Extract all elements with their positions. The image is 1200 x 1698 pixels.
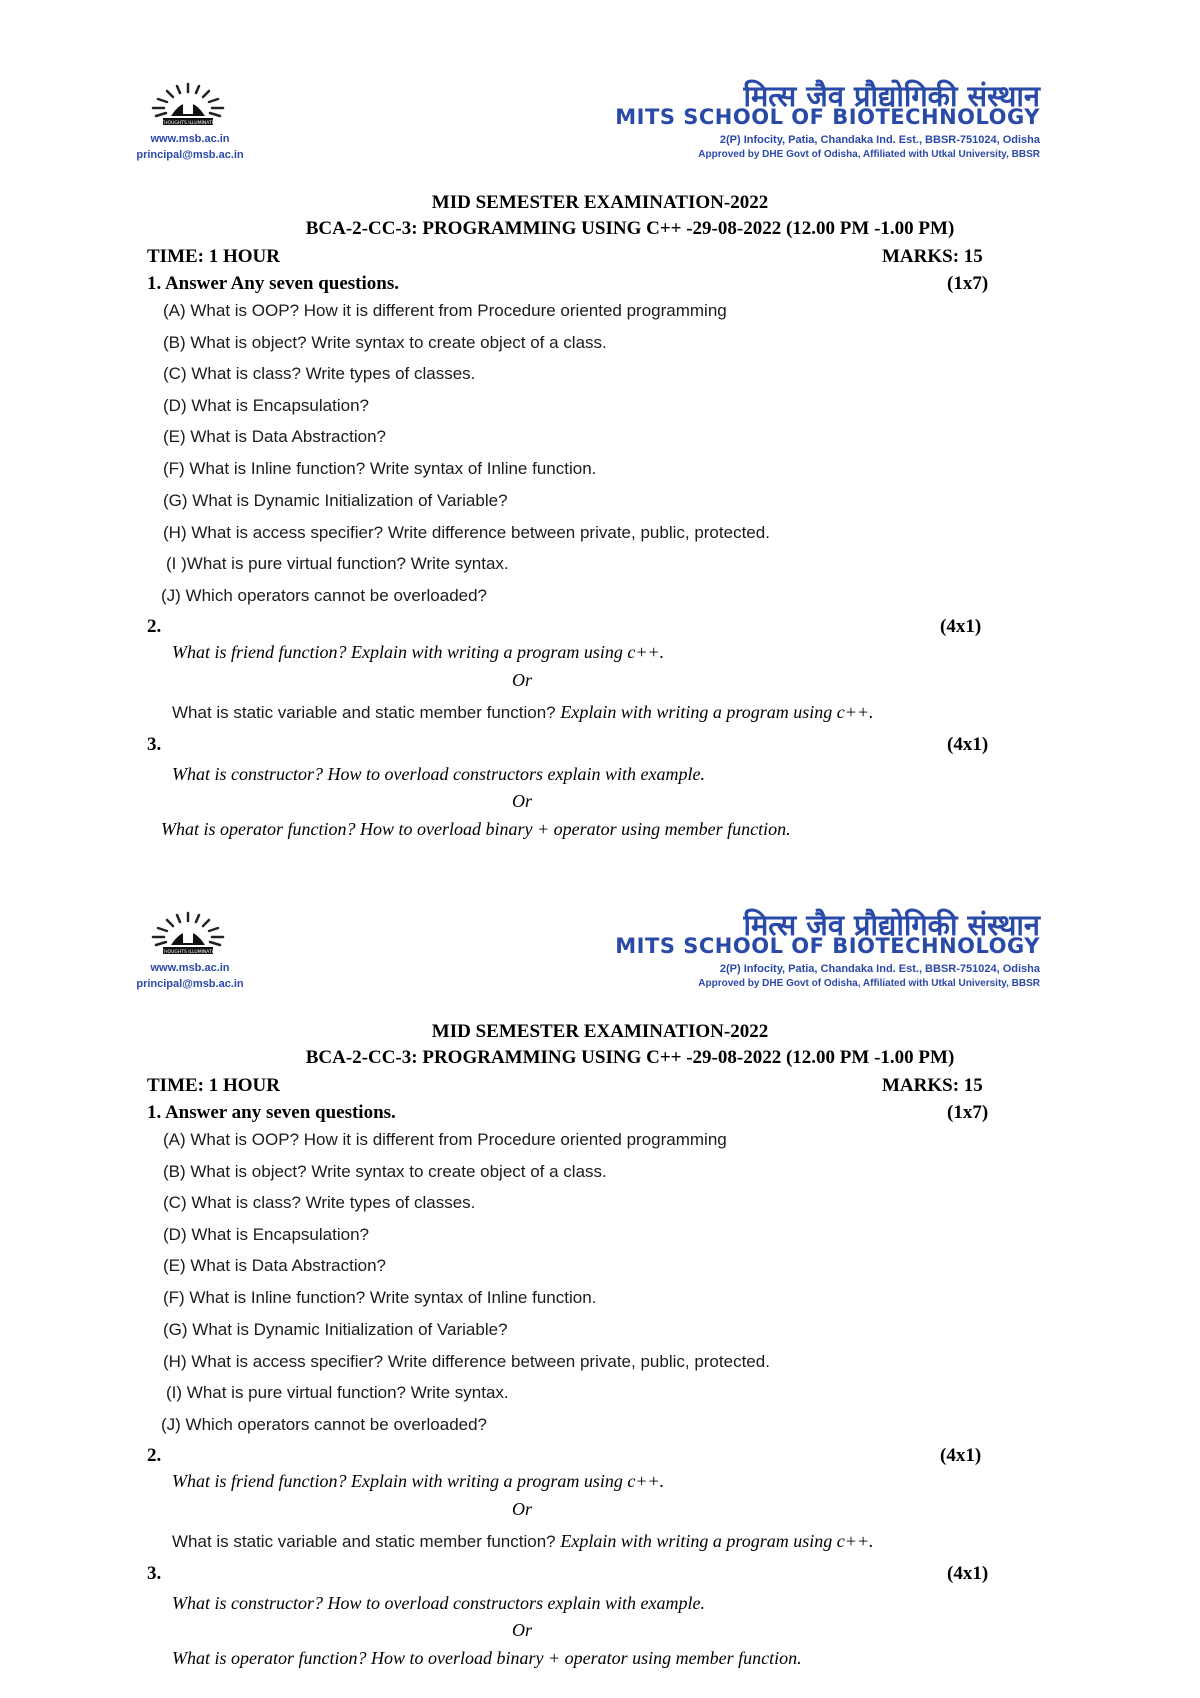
q3-number: 3. — [147, 1563, 162, 1584]
exam-time: TIME: 1 HOUR — [147, 246, 280, 267]
q1-item: (C) What is class? Write types of classes. — [163, 1193, 476, 1212]
q2-marks: (4x1) — [940, 1445, 982, 1466]
q1-item: (H) What is access specifier? Write difference between private, public, protected. — [163, 523, 770, 542]
q2-option-b — [172, 702, 873, 723]
q2-option-b-plain: What is static variable and static member function? — [172, 703, 561, 722]
q1-item: (I )What is pure virtual function? Write syntax. — [166, 554, 509, 573]
q2-option-b-plain: What is static variable and static member function? — [172, 1532, 561, 1551]
q2-marks: (4x1) — [940, 616, 982, 637]
exam-subject: BCA-2-CC-3: PROGRAMMING USING C++ -29-08-2022 (12.00 PM -1.00 PM) — [305, 218, 955, 239]
q1-item: (E) What is Data Abstraction? — [163, 1256, 386, 1275]
q3-option-a: What is constructor? How to overload constructors explain with example. — [172, 1593, 705, 1613]
q3-number: 3. — [147, 734, 162, 755]
q3-marks: (4x1) — [947, 734, 989, 755]
q3-option-a: What is constructor? How to overload constructors explain with example. — [172, 764, 705, 784]
q1-item: (G) What is Dynamic Initialization of Variable? — [163, 491, 508, 510]
q2-option-b-italic: Explain with writing a program using c++. — [560, 702, 874, 722]
institute-name: MITS SCHOOL OF BIOTECHNOLOGY — [615, 105, 1040, 129]
institute-address: 2(P) Infocity, Patia, Chandaka Ind. Est., BBSR-751024, Odisha — [719, 134, 1040, 146]
institute-name-hindi: मित्स जैव प्रौद्योगिकी संस्थान — [743, 908, 1040, 942]
exam-marks: MARKS: 15 — [882, 1075, 983, 1096]
q1-marks: (1x7) — [947, 273, 989, 294]
q1-item: (J) Which operators cannot be overloaded? — [161, 586, 488, 605]
institute-address: 2(P) Infocity, Patia, Chandaka Ind. Est., BBSR-751024, Odisha — [719, 963, 1040, 975]
exam-sheet-1 — [0, 0, 1200, 839]
institute-approval: Approved by DHE Govt of Odisha, Affiliated with Utkal University, BBSR — [698, 149, 1040, 160]
q1-marks: (1x7) — [947, 1102, 989, 1123]
website-link[interactable]: www.msb.ac.in — [150, 133, 230, 145]
q2-option-b-italic: Explain with writing a program using c++. — [560, 1531, 874, 1551]
q1-item: (I) What is pure virtual function? Write syntax. — [166, 1383, 509, 1402]
q3-marks: (4x1) — [947, 1563, 989, 1584]
q1-item: (B) What is object? Write syntax to create object of a class. — [163, 333, 607, 352]
q1-item: (C) What is class? Write types of classes. — [163, 364, 476, 383]
exam-title: MID SEMESTER EXAMINATION-2022 — [431, 192, 769, 213]
q1-item: (B) What is object? Write syntax to create object of a class. — [163, 1162, 607, 1181]
q1-item: (J) Which operators cannot be overloaded? — [161, 1415, 488, 1434]
website-link[interactable]: www.msb.ac.in — [150, 962, 230, 974]
q2-number: 2. — [147, 616, 162, 637]
q1-item: (D) What is Encapsulation? — [163, 396, 369, 415]
institute-logo-icon — [143, 80, 233, 130]
exam-subject: BCA-2-CC-3: PROGRAMMING USING C++ -29-08-2022 (12.00 PM -1.00 PM) — [305, 1047, 955, 1068]
svg-text:THOUGHTS ILLUMINATE: THOUGHTS ILLUMINATE — [161, 950, 215, 955]
institute-name-hindi: मित्स जैव प्रौद्योगिकी संस्थान — [743, 79, 1040, 113]
q1-item: (A) What is OOP? How it is different from Procedure oriented programming — [163, 301, 727, 320]
exam-marks: MARKS: 15 — [882, 246, 983, 267]
email-link[interactable]: principal@msb.ac.in — [136, 149, 244, 161]
q1-item: (A) What is OOP? How it is different from Procedure oriented programming — [163, 1130, 727, 1149]
institute-name: MITS SCHOOL OF BIOTECHNOLOGY — [615, 934, 1040, 958]
or-separator: Or — [512, 670, 533, 690]
q2-number: 2. — [147, 1445, 162, 1466]
exam-time: TIME: 1 HOUR — [147, 1075, 280, 1096]
q2-option-a: What is friend function? Explain with writing a program using c++. — [172, 1471, 665, 1491]
q1-item: (F) What is Inline function? Write syntax of Inline function. — [163, 1288, 597, 1307]
q1-item: (D) What is Encapsulation? — [163, 1225, 369, 1244]
q1-item: (E) What is Data Abstraction? — [163, 427, 386, 446]
q2-option-b — [172, 1531, 873, 1552]
q3-option-b: What is operator function? How to overload binary + operator using member function. — [161, 819, 791, 839]
exam-title: MID SEMESTER EXAMINATION-2022 — [431, 1021, 769, 1042]
q1-item: (G) What is Dynamic Initialization of Variable? — [163, 1320, 508, 1339]
or-separator: Or — [512, 1499, 533, 1519]
q1-heading: 1. Answer any seven questions. — [147, 1102, 396, 1123]
or-separator: Or — [512, 791, 533, 811]
institute-approval: Approved by DHE Govt of Odisha, Affiliated with Utkal University, BBSR — [698, 978, 1040, 989]
exam-sheet-2 — [0, 829, 1200, 1668]
institute-logo-icon — [143, 909, 233, 959]
q1-item: (F) What is Inline function? Write syntax of Inline function. — [163, 459, 597, 478]
q2-option-a: What is friend function? Explain with writing a program using c++. — [172, 642, 665, 662]
svg-text:THOUGHTS ILLUMINATE: THOUGHTS ILLUMINATE — [161, 121, 215, 126]
q1-item: (H) What is access specifier? Write difference between private, public, protected. — [163, 1352, 770, 1371]
q1-heading: 1. Answer Any seven questions. — [147, 273, 399, 294]
q3-option-b: What is operator function? How to overload binary + operator using member function. — [172, 1648, 802, 1668]
email-link[interactable]: principal@msb.ac.in — [136, 978, 244, 990]
or-separator: Or — [512, 1620, 533, 1640]
